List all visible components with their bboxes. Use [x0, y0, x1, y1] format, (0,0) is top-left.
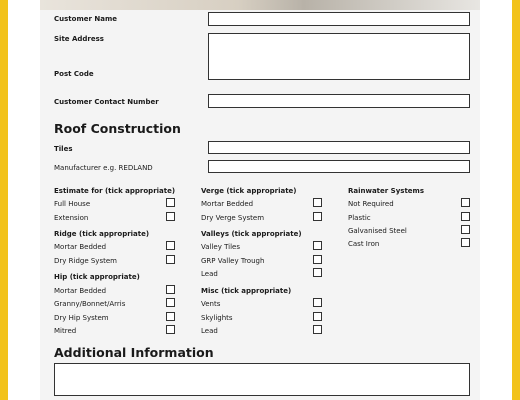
hip-dry-system-label: Dry Hip System	[54, 314, 109, 322]
additional-information-heading: Additional Information	[54, 345, 214, 360]
rainwater-not-required-checkbox[interactable]	[461, 198, 470, 207]
misc-lead-label: Lead	[201, 327, 218, 335]
tiles-label: Tiles	[54, 145, 73, 153]
verge-mortar-bedded-label: Mortar Bedded	[201, 200, 254, 208]
rainwater-galvanised-label: Galvanised Steel	[348, 227, 407, 235]
hip-mitred-checkbox[interactable]	[166, 325, 175, 334]
verge-title: Verge (tick appropriate)	[201, 187, 297, 195]
ridge-mortar-bedded-label: Mortar Bedded	[54, 243, 107, 251]
verge-dry-system-label: Dry Verge System	[201, 214, 265, 222]
manufacturer-field[interactable]	[208, 160, 470, 173]
rainwater-plastic-checkbox[interactable]	[461, 212, 470, 221]
left-accent-bar	[0, 0, 8, 400]
roof-construction-heading: Roof Construction	[54, 121, 181, 136]
manufacturer-label: Manufacturer e.g. REDLAND	[54, 164, 153, 172]
form-sheet	[40, 0, 480, 400]
contact-number-label: Customer Contact Number	[54, 98, 159, 106]
hip-granny-bonnet-checkbox[interactable]	[166, 298, 175, 307]
rainwater-plastic-label: Plastic	[348, 214, 371, 222]
valleys-grp-trough-label: GRP Valley Trough	[201, 257, 265, 265]
misc-vents-label: Vents	[201, 300, 221, 308]
estimate-extension-checkbox[interactable]	[166, 212, 175, 221]
hip-mitred-label: Mitred	[54, 327, 77, 335]
rainwater-cast-iron-checkbox[interactable]	[461, 238, 470, 247]
valleys-tiles-checkbox[interactable]	[313, 241, 322, 250]
hip-mortar-bedded-label: Mortar Bedded	[54, 287, 107, 295]
hip-granny-bonnet-label: Granny/Bonnet/Arris	[54, 300, 126, 308]
ridge-dry-system-checkbox[interactable]	[166, 255, 175, 264]
misc-title: Misc (tick appropriate)	[201, 287, 292, 295]
rainwater-title: Rainwater Systems	[348, 187, 424, 195]
estimate-title: Estimate for (tick appropriate)	[54, 187, 176, 195]
customer-name-label: Customer Name	[54, 15, 117, 23]
ridge-title: Ridge (tick appropriate)	[54, 230, 150, 238]
header-image-strip	[40, 0, 480, 10]
additional-information-field[interactable]	[54, 363, 470, 396]
valleys-grp-trough-checkbox[interactable]	[313, 255, 322, 264]
customer-name-field[interactable]	[208, 12, 470, 26]
misc-skylights-label: Skylights	[201, 314, 233, 322]
ridge-mortar-bedded-checkbox[interactable]	[166, 241, 175, 250]
valleys-lead-checkbox[interactable]	[313, 268, 322, 277]
rainwater-not-required-label: Not Required	[348, 200, 394, 208]
hip-title: Hip (tick appropriate)	[54, 273, 140, 281]
estimate-extension-label: Extension	[54, 214, 89, 222]
rainwater-galvanised-checkbox[interactable]	[461, 225, 470, 234]
valleys-title: Valleys (tick appropriate)	[201, 230, 302, 238]
rainwater-cast-iron-label: Cast Iron	[348, 240, 380, 248]
right-accent-bar	[512, 0, 520, 400]
contact-number-field[interactable]	[208, 94, 470, 108]
estimate-full-house-label: Full House	[54, 200, 91, 208]
site-address-field[interactable]	[208, 33, 470, 80]
valleys-lead-label: Lead	[201, 270, 218, 278]
valleys-tiles-label: Valley Tiles	[201, 243, 241, 251]
ridge-dry-system-label: Dry Ridge System	[54, 257, 117, 265]
misc-lead-checkbox[interactable]	[313, 325, 322, 334]
verge-mortar-bedded-checkbox[interactable]	[313, 198, 322, 207]
tiles-field[interactable]	[208, 141, 470, 154]
site-address-label: Site Address	[54, 35, 104, 43]
hip-mortar-bedded-checkbox[interactable]	[166, 285, 175, 294]
estimate-full-house-checkbox[interactable]	[166, 198, 175, 207]
post-code-label: Post Code	[54, 70, 94, 78]
hip-dry-system-checkbox[interactable]	[166, 312, 175, 321]
misc-skylights-checkbox[interactable]	[313, 312, 322, 321]
misc-vents-checkbox[interactable]	[313, 298, 322, 307]
verge-dry-system-checkbox[interactable]	[313, 212, 322, 221]
